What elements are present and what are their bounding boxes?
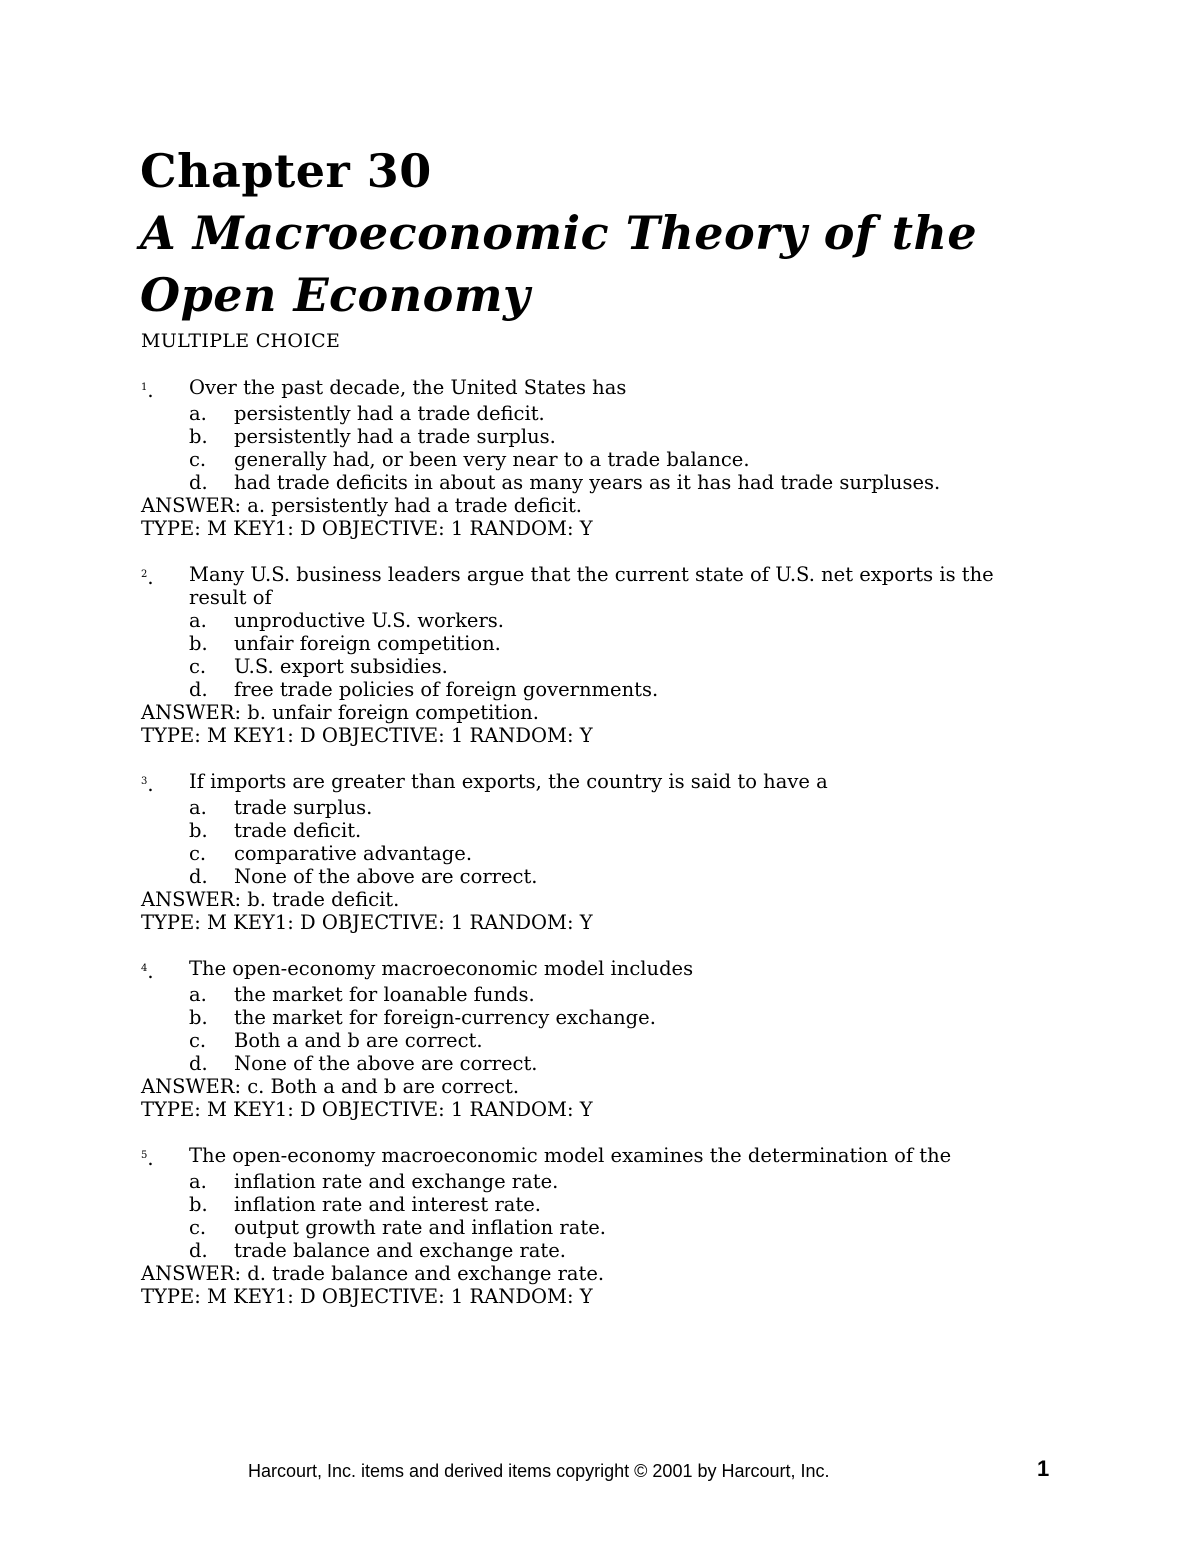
option-letter: b. <box>189 632 208 655</box>
option-text: output growth rate and inflation rate. <box>234 1216 606 1239</box>
option-text: None of the above are correct. <box>234 865 538 888</box>
option-text: inflation rate and exchange rate. <box>234 1170 559 1193</box>
chapter-title-line-2: Open Economy <box>140 268 531 322</box>
question-item <box>141 770 1041 934</box>
option-text: free trade policies of foreign governments. <box>234 678 659 701</box>
question-meta: TYPE: M KEY1: D OBJECTIVE: 1 RANDOM: Y <box>141 911 593 934</box>
section-heading: MULTIPLE CHOICE <box>141 330 341 352</box>
option-text: trade surplus. <box>234 796 373 819</box>
question-meta: TYPE: M KEY1: D OBJECTIVE: 1 RANDOM: Y <box>141 517 593 540</box>
question-number-value: 1 <box>141 382 148 393</box>
option-text: U.S. export subsidies. <box>234 655 448 678</box>
answer-option <box>141 1006 1041 1029</box>
option-text: unproductive U.S. workers. <box>234 609 504 632</box>
answer-option <box>141 678 1041 701</box>
chapter-title-line-1: A Macroeconomic Theory of the <box>140 206 978 260</box>
option-letter: c. <box>189 655 207 678</box>
answer-option <box>141 865 1041 888</box>
answer-option <box>141 402 1041 425</box>
question-item <box>141 957 1041 1121</box>
answer-line: ANSWER: a. persistently had a trade deficit. <box>141 494 582 517</box>
option-text: the market for foreign-currency exchange. <box>234 1006 656 1029</box>
answer-option <box>141 1029 1041 1052</box>
question-stem-row <box>141 1144 1041 1170</box>
question-stem: If imports are greater than exports, the country is said to have a <box>189 770 828 793</box>
question-stem: Many U.S. business leaders argue that the current state of U.S. net exports is the result of <box>189 563 994 609</box>
option-text: unfair foreign competition. <box>234 632 501 655</box>
page-number: 1 <box>1037 1456 1050 1481</box>
option-letter: d. <box>189 1239 208 1262</box>
option-letter: d. <box>189 865 208 888</box>
question-stem-row <box>141 563 1041 609</box>
question-stem: The open-economy macroeconomic model includes <box>189 957 694 980</box>
option-letter: b. <box>189 1193 208 1216</box>
question-item <box>141 376 1041 540</box>
answer-option <box>141 655 1041 678</box>
question-stem: Over the past decade, the United States has <box>189 376 627 399</box>
question-number: $^5$. <box>141 1147 154 1170</box>
question-item <box>141 1144 1041 1308</box>
chapter-number: Chapter 30 <box>140 144 432 198</box>
option-text: had trade deficits in about as many years as it has had trade surpluses. <box>234 471 941 494</box>
option-text: persistently had a trade surplus. <box>234 425 556 448</box>
question-stem: The open-economy macroeconomic model examines the determination of the <box>189 1144 952 1167</box>
question-meta: TYPE: M KEY1: D OBJECTIVE: 1 RANDOM: Y <box>141 724 593 747</box>
option-letter: a. <box>189 983 207 1006</box>
option-text: comparative advantage. <box>234 842 473 865</box>
question-meta: TYPE: M KEY1: D OBJECTIVE: 1 RANDOM: Y <box>141 1285 593 1308</box>
option-text: Both a and b are correct. <box>234 1029 483 1052</box>
option-letter: c. <box>189 448 207 471</box>
option-letter: d. <box>189 678 208 701</box>
question-number-value: 2 <box>141 569 148 580</box>
question-number: $^3$. <box>141 773 154 796</box>
answer-line: ANSWER: c. Both a and b are correct. <box>141 1075 520 1098</box>
question-stem-row <box>141 376 1041 402</box>
option-letter: a. <box>189 402 207 425</box>
footer-copyright: Harcourt, Inc. items and derived items copyright © 2001 by Harcourt, Inc. <box>248 1461 830 1481</box>
option-letter: c. <box>189 842 207 865</box>
option-text: persistently had a trade deficit. <box>234 402 545 425</box>
option-text: trade balance and exchange rate. <box>234 1239 567 1262</box>
option-text: generally had, or been very near to a trade balance. <box>234 448 750 471</box>
option-letter: b. <box>189 819 208 842</box>
question-number-value: 5 <box>141 1150 148 1161</box>
answer-option <box>141 842 1041 865</box>
chapter-title <box>140 140 977 326</box>
question-number-value: 3 <box>141 776 148 787</box>
option-text: trade deficit. <box>234 819 362 842</box>
answer-option <box>141 983 1041 1006</box>
option-letter: c. <box>189 1029 207 1052</box>
option-text: None of the above are correct. <box>234 1052 538 1075</box>
answer-option <box>141 632 1041 655</box>
option-letter: d. <box>189 1052 208 1075</box>
option-letter: b. <box>189 425 208 448</box>
option-letter: c. <box>189 1216 207 1239</box>
question-meta: TYPE: M KEY1: D OBJECTIVE: 1 RANDOM: Y <box>141 1098 593 1121</box>
question-number: $^4$. <box>141 960 154 983</box>
option-letter: b. <box>189 1006 208 1029</box>
question-number-value: 4 <box>141 963 148 974</box>
answer-option <box>141 1193 1041 1216</box>
option-letter: a. <box>189 609 207 632</box>
question-item <box>141 563 1041 747</box>
answer-option <box>141 448 1041 471</box>
answer-option <box>141 819 1041 842</box>
option-letter: a. <box>189 796 207 819</box>
answer-option <box>141 471 1041 494</box>
answer-option <box>141 1170 1041 1193</box>
answer-line: ANSWER: b. trade deficit. <box>141 888 400 911</box>
answer-option <box>141 796 1041 819</box>
answer-option <box>141 1052 1041 1075</box>
option-text: inflation rate and interest rate. <box>234 1193 541 1216</box>
answer-option <box>141 1239 1041 1262</box>
question-stem-row <box>141 957 1041 983</box>
option-letter: d. <box>189 471 208 494</box>
answer-option <box>141 609 1041 632</box>
question-list <box>141 376 1041 1331</box>
option-letter: a. <box>189 1170 207 1193</box>
answer-option <box>141 425 1041 448</box>
answer-line: ANSWER: b. unfair foreign competition. <box>141 701 539 724</box>
question-stem-row <box>141 770 1041 796</box>
question-number: $^1$. <box>141 379 154 402</box>
answer-line: ANSWER: d. trade balance and exchange rate. <box>141 1262 605 1285</box>
answer-option <box>141 1216 1041 1239</box>
question-number: $^2$. <box>141 566 154 589</box>
option-text: the market for loanable funds. <box>234 983 535 1006</box>
